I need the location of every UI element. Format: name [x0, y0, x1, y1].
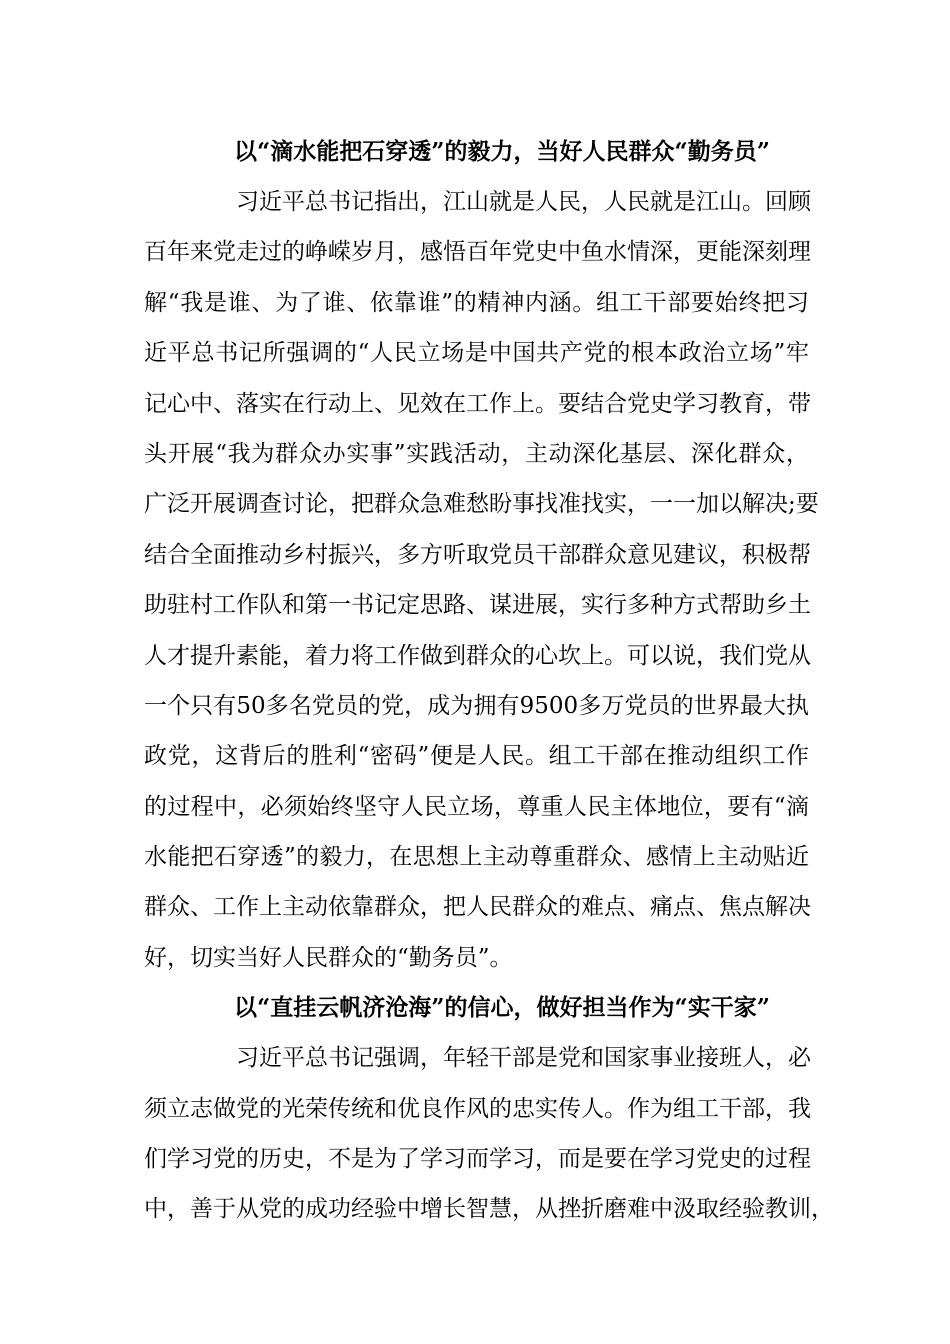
paragraph	[144, 177, 819, 983]
document-page	[144, 127, 834, 1235]
paragraph-line: 水能把石穿透”的毅力，在思想上主动尊重群众、感情上主动贴近	[144, 844, 809, 871]
section-2	[144, 983, 834, 1235]
paragraph	[144, 1033, 834, 1235]
paragraph-line: 人才提升素能，着力将工作做到群众的心坎上。可以说，我们党从	[144, 642, 811, 669]
paragraph-line: 习近平总书记指出，江山就是人民，人民就是江山。回顾	[236, 189, 811, 215]
paragraph-line: 助驻村工作队和第一书记定思路、谋进展，实行多种方式帮助乡土	[144, 592, 811, 619]
section-heading: 以“滴水能把石穿透”的毅力，当好人民群众“勤务员”	[234, 138, 770, 165]
section-1	[144, 127, 819, 983]
paragraph-line: 政党，这背后的胜利“密码”便是人民。组工干部在推动组织工作	[144, 743, 809, 770]
paragraph-line: 一个只有50多名党员的党，成为拥有9500多万党员的世界最大执	[144, 692, 809, 719]
paragraph-line: 中，善于从党的成功经验中增长智慧，从挫折磨难中汲取经验教训，	[144, 1196, 834, 1223]
section-heading: 以“直挂云帆济沧海”的信心，做好担当作为“实干家”	[234, 994, 770, 1022]
paragraph-line: 群众、工作上主动依靠群众，把人民群众的难点、痛点、焦点解决	[144, 894, 811, 921]
paragraph-line: 习近平总书记强调，年轻干部是党和国家事业接班人，必	[236, 1045, 811, 1072]
paragraph-line: 近平总书记所强调的“人民立场是中国共产党的根本政治立场”牢	[144, 340, 809, 367]
paragraph-line: 的过程中，必须始终坚守人民立场，尊重人民主体地位，要有“滴	[144, 793, 809, 820]
paragraph-line: 头开展“我为群众办实事”实践活动，主动深化基层、深化群众，	[144, 440, 809, 467]
paragraph-line: 广泛开展调查讨论，把群众急难愁盼事找准找实，一一加以解决;要	[144, 491, 819, 518]
paragraph-line: 须立志做党的光荣传统和优良作风的忠实传人。作为组工干部，我	[144, 1095, 811, 1122]
paragraph-line: 百年来党走过的峥嵘岁月，感悟百年党史中鱼水情深，更能深刻理	[144, 239, 811, 266]
paragraph-line: 好，切实当好人民群众的“勤务员”。	[144, 944, 513, 971]
paragraph-line: 记心中、落实在行动上、见效在工作上。要结合党史学习教育，带	[144, 390, 811, 417]
paragraph-line: 结合全面推动乡村振兴，多方听取党员干部群众意见建议，积极帮	[144, 541, 811, 568]
paragraph-line: 们学习党的历史，不是为了学习而学习，而是要在学习党史的过程	[144, 1146, 811, 1173]
paragraph-line: 解“我是谁、为了谁、依靠谁”的精神内涵。组工干部要始终把习	[144, 289, 809, 316]
